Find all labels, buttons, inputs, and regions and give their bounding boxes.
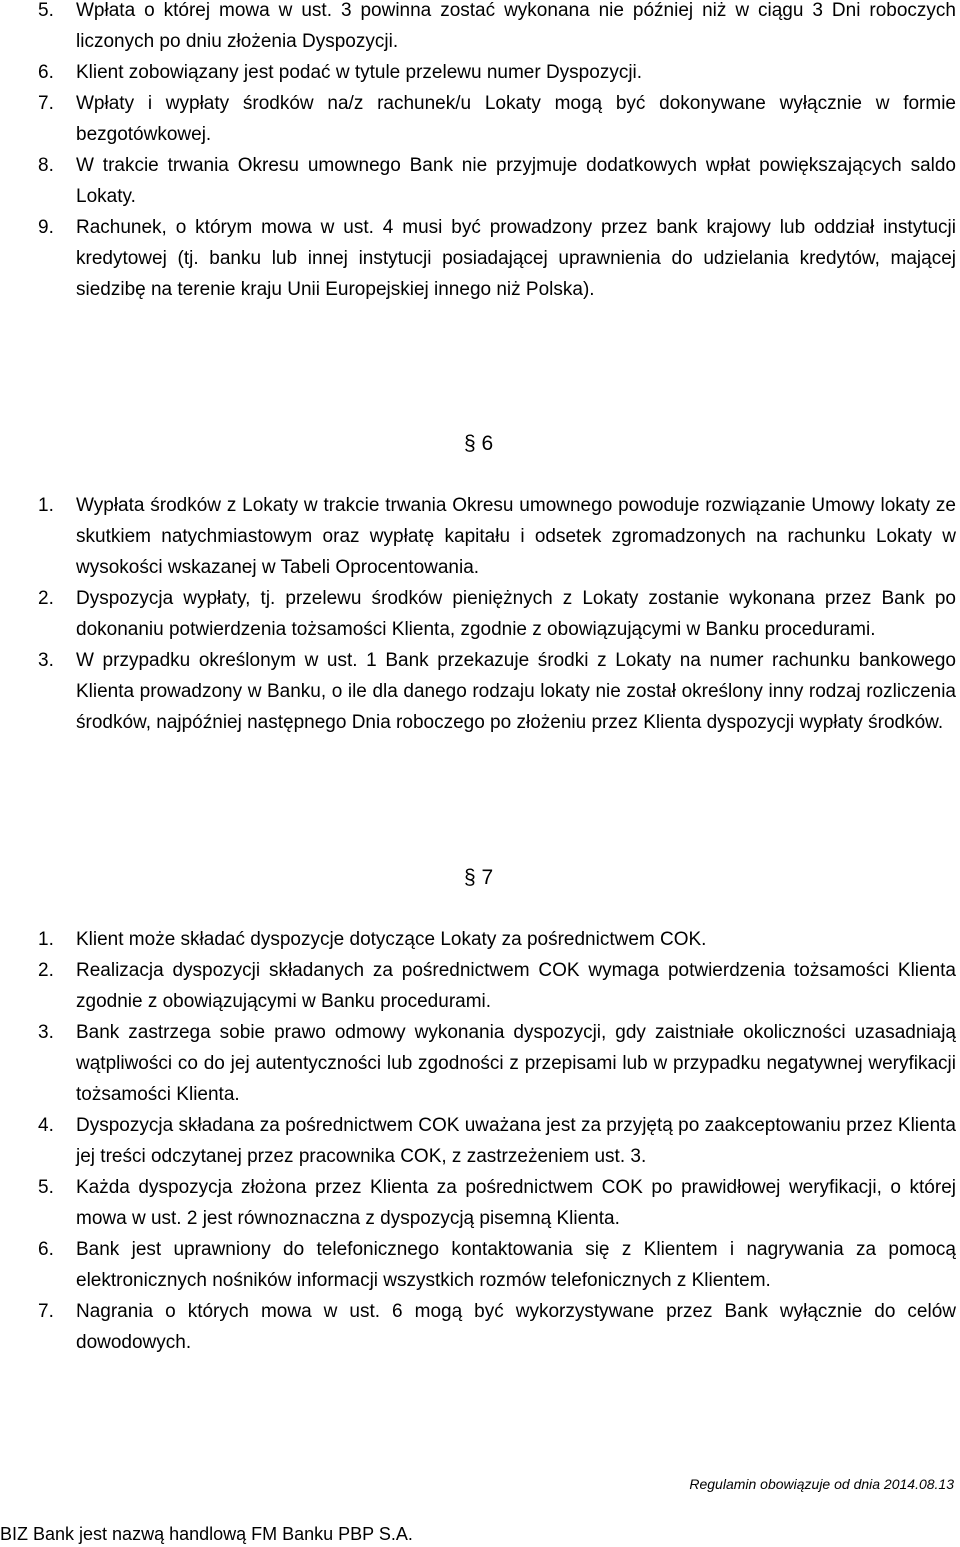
item-text: Klient zobowiązany jest podać w tytule przelewu numer Dyspozycji. xyxy=(76,62,643,83)
list-item xyxy=(38,1172,956,1234)
list-item xyxy=(38,1017,956,1110)
list-item xyxy=(38,150,956,212)
item-number: 7. xyxy=(38,93,54,114)
item-text: Rachunek, o którym mowa w ust. 4 musi być prowadzony przez bank krajowy lub oddział instytucji kredytowej (tj. banku lub innej instytucji posiadającej uprawnienia do udzielania kredytów, mającej siedzibę na terenie kraju Unii Europejskiej innego niż Polska). xyxy=(76,217,956,300)
item-number: 1. xyxy=(38,929,54,950)
list-item xyxy=(38,1234,956,1296)
item-number: 2. xyxy=(38,588,54,609)
list-item xyxy=(38,490,956,583)
item-text: Nagrania o których mowa w ust. 6 mogą być wykorzystywane przez Bank wyłącznie do celów dowodowych. xyxy=(76,1301,956,1353)
item-text: Dyspozycja składana za pośrednictwem COK uważana jest za przyjętą po zaakceptowaniu przez Klienta jej treści odczytanej przez pracownika COK, z zastrzeżeniem ust. 3. xyxy=(76,1115,956,1167)
item-number: 3. xyxy=(38,1022,54,1043)
list-item xyxy=(38,955,956,1017)
list-item xyxy=(38,57,956,88)
numbered-list-section-7 xyxy=(38,924,956,1358)
item-number: 5. xyxy=(38,1177,54,1198)
item-text: Wpłata o której mowa w ust. 3 powinna zostać wykonana nie później niż w ciągu 3 Dni roboczych liczonych po dniu złożenia Dyspozycji. xyxy=(76,0,956,52)
list-item xyxy=(38,1110,956,1172)
item-text: Wpłaty i wypłaty środków na/z rachunek/u Lokaty mogą być dokonywane wyłącznie w formie bezgotówkowej. xyxy=(76,93,956,145)
list-item xyxy=(38,0,956,57)
item-text: W przypadku określonym w ust. 1 Bank przekazuje środki z Lokaty na numer rachunku bankowego Klienta prowadzony w Banku, o ile dla danego rodzaju lokaty nie został określony inny rodzaj rozliczenia środków, najpóźniej następnego Dnia roboczego po złożeniu przez Klienta dyspozycji wypłaty środków. xyxy=(76,650,956,733)
list-item xyxy=(38,88,956,150)
list-item xyxy=(38,583,956,645)
list-item xyxy=(38,1296,956,1358)
item-text: Wypłata środków z Lokaty w trakcie trwania Okresu umownego powoduje rozwiązanie Umowy lokaty ze skutkiem natychmiastowym oraz wypłatę kapitału i odsetek zgromadzonych na rachunku Lokaty w wysokości wskazanej w Tabeli Oprocentowania. xyxy=(76,495,956,578)
item-number: 9. xyxy=(38,217,54,238)
item-text: Realizacja dyspozycji składanych za pośrednictwem COK wymaga potwierdzenia tożsamości Klienta zgodnie z obowiązującymi w Banku procedurami. xyxy=(76,960,956,1012)
footer-brand-note: BIZ Bank jest nazwą handlową FM Banku PBP S.A. xyxy=(0,1524,413,1544)
item-number: 5. xyxy=(38,0,54,21)
item-text: Każda dyspozycja złożona przez Klienta za pośrednictwem COK po prawidłowej weryfikacji, o której mowa w ust. 2 jest równoznaczna z dyspozycją pisemną Klienta. xyxy=(76,1177,956,1229)
numbered-list-top xyxy=(38,0,956,305)
item-number: 6. xyxy=(38,1239,54,1260)
item-number: 3. xyxy=(38,650,54,671)
numbered-list-section-6 xyxy=(38,490,956,738)
item-number: 6. xyxy=(38,62,54,83)
item-number: 8. xyxy=(38,155,54,176)
list-item xyxy=(38,212,956,305)
item-text: Klient może składać dyspozycje dotyczące Lokaty za pośrednictwem COK. xyxy=(76,929,707,950)
list-item xyxy=(38,924,956,955)
item-text: W trakcie trwania Okresu umownego Bank nie przyjmuje dodatkowych wpłat powiększających saldo Lokaty. xyxy=(76,155,956,207)
footer-effective-date: Regulamin obowiązuje od dnia 2014.08.13 xyxy=(689,1476,954,1492)
item-number: 2. xyxy=(38,960,54,981)
item-text: Dyspozycja wypłaty, tj. przelewu środków pieniężnych z Lokaty zostanie wykonana przez Bank po dokonaniu potwierdzenia tożsamości Klienta, zgodnie z obowiązującymi w Banku procedurami. xyxy=(76,588,956,640)
section-heading-6: § 6 xyxy=(464,432,494,455)
item-text: Bank zastrzega sobie prawo odmowy wykonania dyspozycji, gdy zaistniałe okoliczności uzasadniają wątpliwości co do jej autentyczności lub zgodności z przepisami lub w przypadku negatywnej weryfikacji tożsamości Klienta. xyxy=(76,1022,956,1105)
section-heading-7: § 7 xyxy=(464,866,494,889)
item-text: Bank jest uprawniony do telefonicznego kontaktowania się z Klientem i nagrywania za pomocą elektronicznych nośników informacji wszystkich rozmów telefonicznych z Klientem. xyxy=(76,1239,956,1291)
list-item xyxy=(38,645,956,738)
item-number: 1. xyxy=(38,495,54,516)
item-number: 7. xyxy=(38,1301,54,1322)
item-number: 4. xyxy=(38,1115,54,1136)
